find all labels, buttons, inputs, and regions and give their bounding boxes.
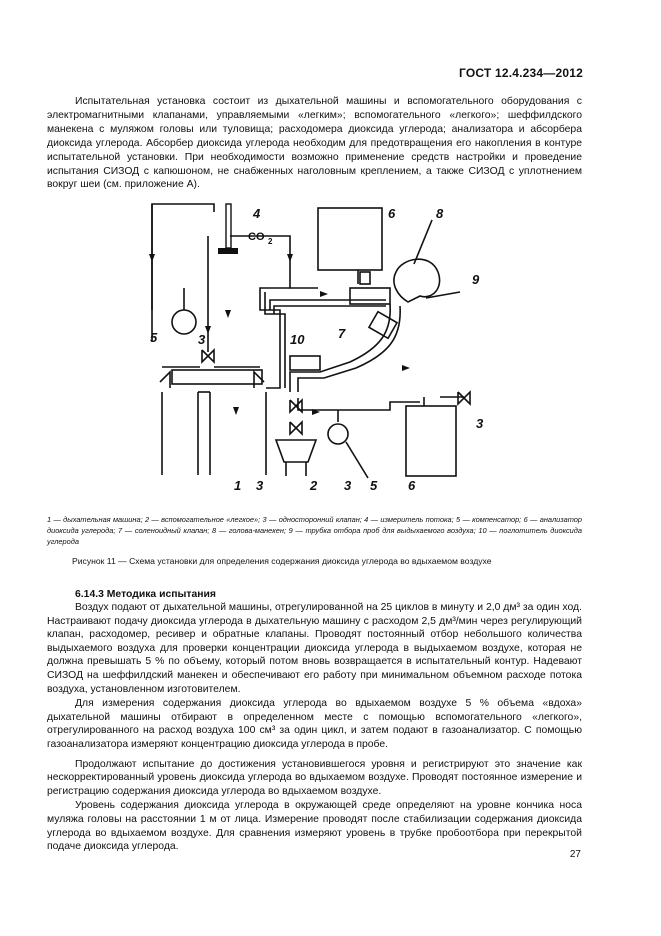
method-paragraph-3: Продолжают испытание до достижения установившегося уровня и регистрируют это значение как нескорректированный уровень диоксида углерода во вдыхаемом воздухе. Проводят постоянное измерение и регистрацию содержания диоксида углерода во вдыхаемом воздухе. [47,758,582,797]
label-8: 8 [436,206,444,221]
label-9: 9 [472,272,480,287]
label-7: 7 [338,326,346,341]
test-setup-diagram [140,192,520,502]
method-paragraph-1: Воздух подают от дыхательной машины, отрегулированной на 25 циклов в минуту и 2,0 дм³ за один ход. Настраивают подачу диоксида углерода в дыхательную машину с расходом 2,5 дм³/мин через регулирующий клапан, расходомер, ресивер и обратные клапаны. Проводят постоянный отбор небольшого количества выдыхаемого воздуха для проверки концентрации диоксида углерода в выдыхаемом воздухе, которая не должна превышать 5 % по объему, который потом вновь возвращается в испытательный контур. Надевают СИЗОД на шеффилдский манекен и обеспечивают его работу при минимальном объемном расходе потока воздуха, установленном изготовителем. [47,602,582,695]
label-4: 4 [253,206,261,221]
figure-caption: Рисунок 11 — Схема установки для определения содержания диоксида углерода во вдыхаемом воздухе [72,556,492,566]
section-title: Методика испытания [106,589,216,600]
method-paragraph-2: Для измерения содержания диоксида углерода во вдыхаемом воздухе 5 % объема «вдоха» дыхательной машины отбирают в определенном месте с помощью вспомогательного «легкого», отрегулированного на расход воздуха 100 см³ за один цикл, и затем подают в газоанализатор. С помощью газоанализатора измеряют концентрацию диоксида углерода в пробе. [47,698,582,750]
label-3-left: 3 [198,332,206,347]
section-number: 6.14.3 [75,589,104,600]
intro-paragraph: Испытательная установка состоит из дыхательной машины и вспомогательного оборудования с электромагнитными клапанами, управляемыми «легким»; вспомогательного «легкого»; шеффилдского манекена с муляжом головы или туловища; расходомера диоксида углерода; анализатора и абсорбера диоксида углерода. Абсорбер диоксида углерода необходим для предотвращения его накопления в контуре испытательной установки. При необходимости возможно применение средств настройки и проведение испытания СИЗОД с капюшоном, не снабженных наголовным креплением, а также СИЗОД с уплотнением вокруг шеи (см. приложение А). [47,96,582,191]
label-3-bottom-left: 3 [256,478,264,493]
figure-legend: 1 — дыхательная машина; 2 — вспомогательное «легкое»; 3 — односторонний клапан; 4 — измеритель потока; 5 — компенсатор; 6 — анализатор диоксида углерода; 7 — соленоидный клапан; 8 — голова-манекен; 9 — трубка отбора проб для выдыхаемого воздуха; 10 — поглотитель диоксида углерода [47,515,582,546]
label-6-bottom: 6 [408,478,416,493]
label-2: 2 [310,478,318,493]
section-heading [75,589,216,600]
label-1: 1 [234,478,242,493]
label-3-bottom-right: 3 [344,478,352,493]
method-body [47,601,582,855]
label-3-right: 3 [476,416,484,431]
label-10: 10 [290,332,305,347]
page-number: 27 [569,849,581,860]
method-paragraph-4: Уровень содержания диоксида углерода в окружающей среде определяют на уровне кончика носа муляжа головы на расстоянии 1 м от лица. Измерение проводят после стабилизации содержания диоксида углерода во вдыхаемом воздухе. Для сравнения измеряют уровень в трубке пробоотбора при перекрытой подаче диоксида углерода. [47,800,582,853]
label-5-left: 5 [150,330,158,345]
label-6-top: 6 [388,206,396,221]
label-5-bottom: 5 [370,478,378,493]
co2-subscript: 2 [268,237,273,246]
document-header: ГОСТ 12.4.234—2012 [458,66,583,80]
co2-label: CO [248,231,265,243]
